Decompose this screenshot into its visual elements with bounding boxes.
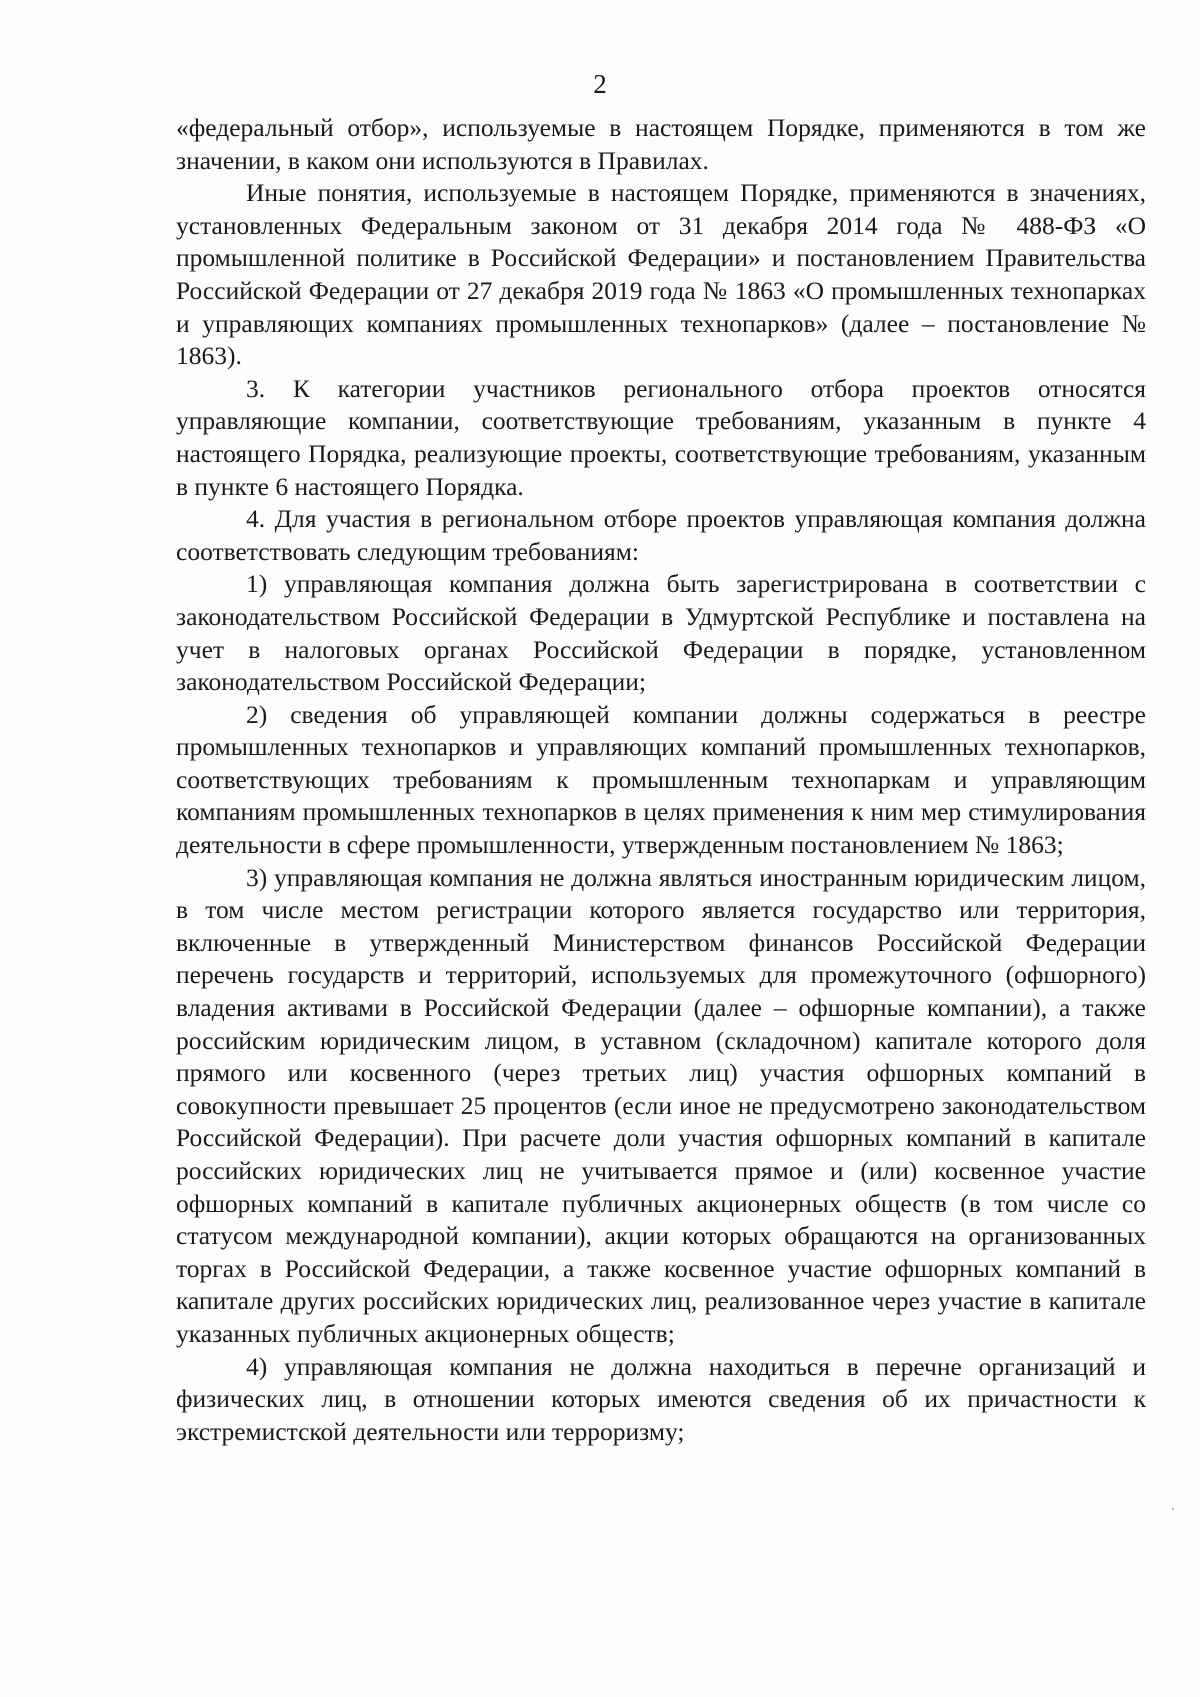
subitem-4: 4) управляющая компания не должна находиться в перечне организаций и физических лиц, в отношении которых имеются сведения об их причастности к экстремистской деятельности или терроризму;: [176, 1351, 1146, 1446]
scan-speck: [1172, 1508, 1174, 1510]
paragraph-continuation: «федеральный отбор», используемые в настоящем Порядке, применяются в том же значении, в каком они используются в Правилах.: [176, 113, 1146, 175]
page-number: 2: [593, 69, 607, 99]
subitem-1: 1) управляющая компания должна быть зарегистрирована в соответствии с законодательством Российской Федерации в Удмуртской Республике и поставлена на учет в налоговых органах Российской Федерации в порядке, установленном законодательством Российской Федерации;: [176, 569, 1146, 697]
paragraph-definitions: Иные понятия, используемые в настоящем Порядке, применяются в значениях, установленных Федеральным законом от 31 декабря 2014 года № 488-ФЗ «О промышленной политике в Российской Федерации» и постановлением Правительства Российской Федерации от 27 декабря 2019 года № 1863 «О промышленных технопарках и управляющих компаниях промышленных технопарков» (далее – постановление № 1863).: [176, 178, 1146, 371]
paragraph-item-3: 3. К категории участников регионального отбора проектов относятся управляющие компании, соответствующие требованиям, указанным в пункте 4 настоящего Порядка, реализующие проекты, соответствующие требованиям, указанным в пункте 6 настоящего Порядка.: [176, 373, 1146, 501]
subitem-2: 2) сведения об управляющей компании должны содержаться в реестре промышленных технопарков и управляющих компаний промышленных технопарков, соответствующих требованиям к промышленным технопаркам и управляющим компаниям промышленных технопарков в целях применения к ним мер стимулирования деятельности в сфере промышленности, утвержденным постановлением № 1863;: [176, 699, 1146, 860]
document-body: [176, 112, 1146, 1448]
subitem-3: 3) управляющая компания не должна являться иностранным юридическим лицом, в том числе местом регистрации которого является государство или территория, включенные в утвержденный Министерством финансов Российской Федерации перечень государств и территорий, используемых для промежуточного (офшорного) владения активами в Российской Федерации (далее – офшорные компании), а также российским юридическим лицом, в уставном (складочном) капитале которого доля прямого или косвенного (через третьих лиц) участия офшорных компаний в совокупности превышает 25 процентов (если иное не предусмотрено законодательством Российской Федерации). При расчете доли участия офшорных компаний в капитале российских юридических лиц не учитывается прямое и (или) косвенное участие офшорных компаний в капитале публичных акционерных обществ (в том числе со статусом международной компании), акции которых обращаются на организованных торгах в Российской Федерации, а также косвенное участие офшорных компаний в капитале других российских юридических лиц, реализованное через участие в капитале указанных публичных акционерных обществ;: [176, 862, 1146, 1348]
paragraph-item-4: 4. Для участия в региональном отборе проектов управляющая компания должна соответствовать следующим требованиям:: [176, 504, 1146, 566]
